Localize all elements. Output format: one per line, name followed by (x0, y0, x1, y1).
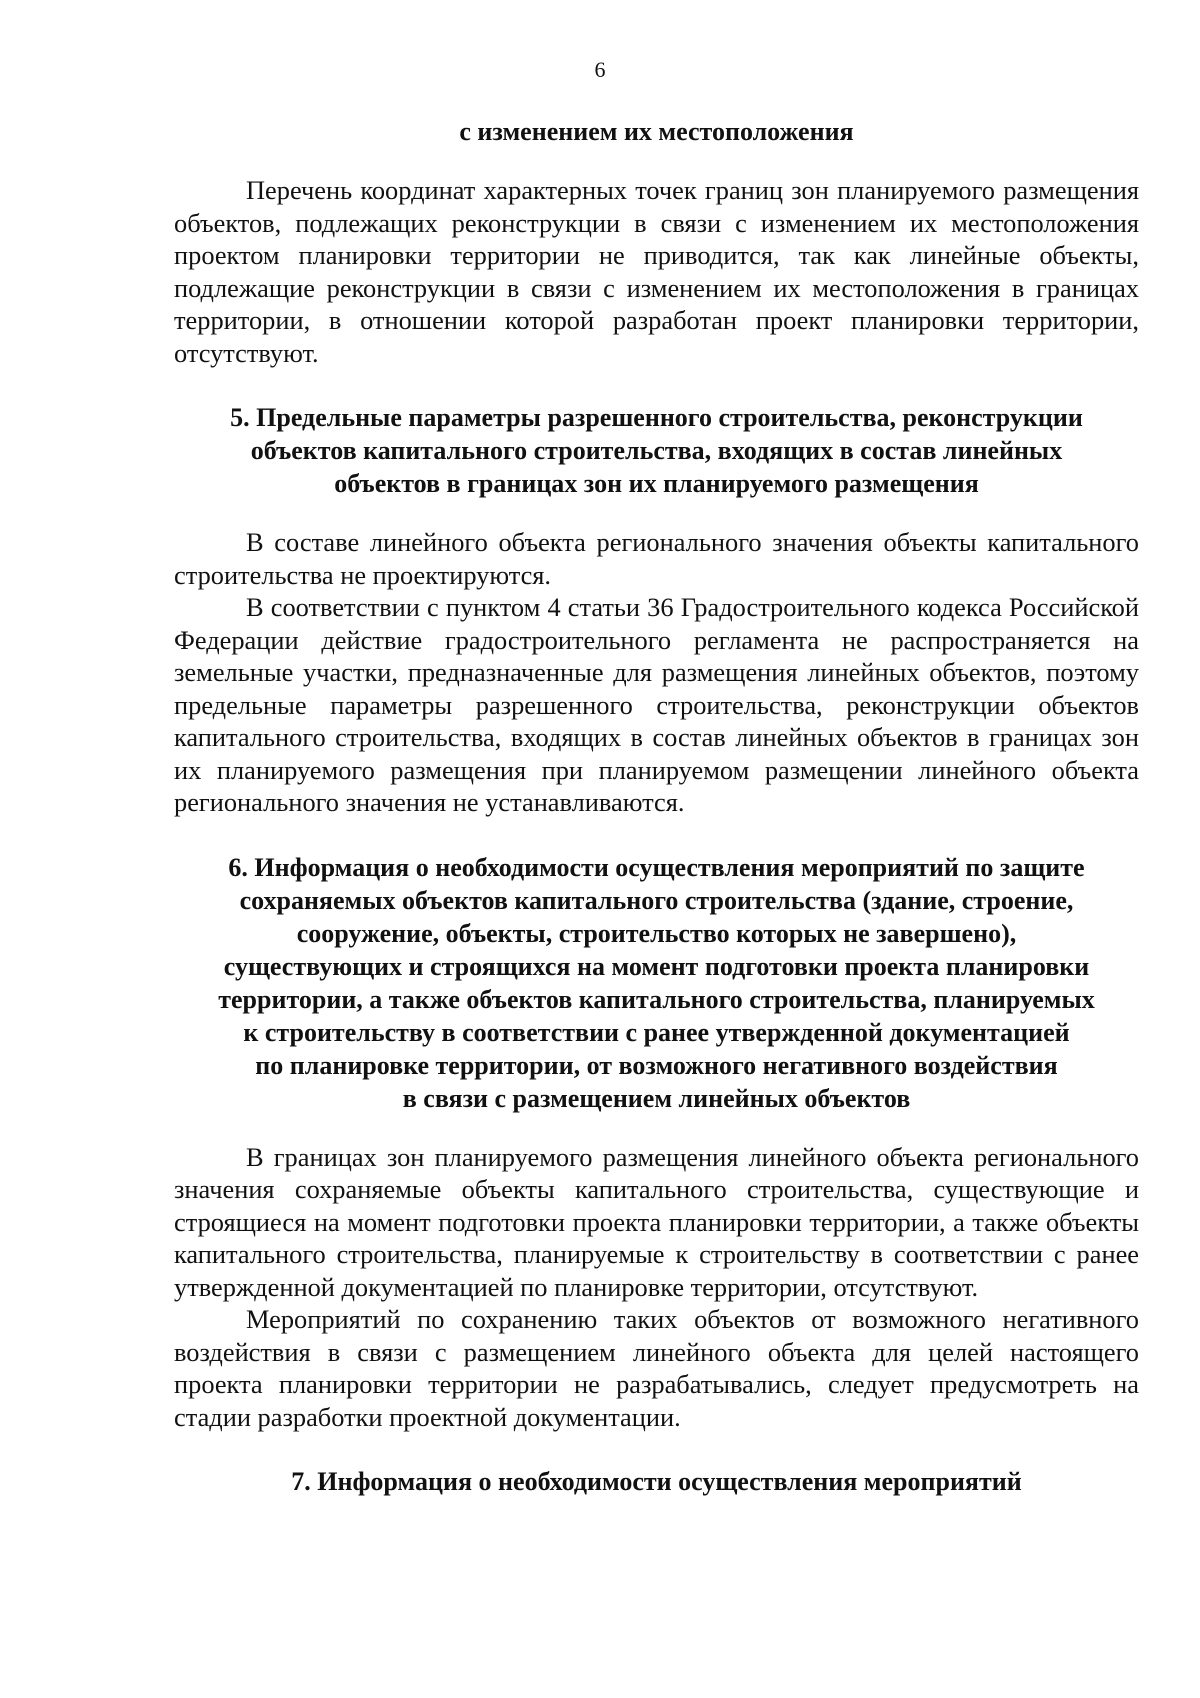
paragraph: В составе линейного объекта регионального значения объекты капитального строительства не проектируются. (174, 527, 1139, 590)
heading-line: по планировке территории, от возможного негативного воздействия (255, 1050, 1058, 1080)
heading-line: территории, а также объектов капитального строительства, планируемых (218, 984, 1095, 1014)
paragraph: Мероприятий по сохранению таких объектов от возможного негативного воздействия в связи с размещением линейного объекта для целей настоящего проекта планировки территории не разрабатывались, следует предусмотреть на стадии разработки проектной документации. (174, 1304, 1139, 1432)
section-5 (174, 401, 1139, 819)
document-body (174, 115, 1139, 1498)
heading-line: 6. Информация о необходимости осуществления мероприятий по защите (228, 852, 1085, 882)
section-4-tail (174, 115, 1139, 369)
paragraph: Перечень координат характерных точек границ зон планируемого размещения объектов, подлежащих реконструкции в связи с изменением их местоположения проектом планировки территории не приводится, так как линейные объекты, подлежащие реконструкции в связи с изменением их местоположения в границах территории, в отношении которой разработан проект планировки территории, отсутствуют. (174, 175, 1139, 368)
paragraph: В границах зон планируемого размещения линейного объекта регионального значения сохраняемые объекты капитального строительства, существующие и строящиеся на момент подготовки проекта планировки территории, а также объекты капитального строительства, планируемые к строительству в соответствии с ранее утвержденной документацией по планировке территории, отсутствуют. (174, 1141, 1139, 1302)
heading-line: 5. Предельные параметры разрешенного строительства, реконструкции (230, 403, 1083, 432)
heading-line: к строительству в соответствии с ранее утвержденной документацией (243, 1017, 1070, 1047)
heading-line: 7. Информация о необходимости осуществления мероприятий (291, 1467, 1022, 1496)
section-heading (174, 851, 1139, 1115)
page-number: 6 (594, 57, 606, 82)
section-heading (174, 1465, 1139, 1498)
section-heading (174, 115, 1139, 148)
heading-line: в связи с размещением линейных объектов (402, 1083, 911, 1113)
heading-line: существующих и строящихся на момент подготовки проекта планировки (223, 951, 1090, 981)
heading-line: объектов капитального строительства, входящих в состав линейных (250, 436, 1063, 465)
section-heading (174, 401, 1139, 500)
heading-line: с изменением их местоположения (459, 117, 854, 146)
heading-line: сохраняемых объектов капитального строительства (здание, строение, (239, 885, 1074, 915)
section-6 (174, 851, 1139, 1434)
section-7 (174, 1465, 1139, 1498)
paragraph: В соответствии с пунктом 4 статьи 36 Градостроительного кодекса Российской Федерации действие градостроительного регламента не распространяется на земельные участки, предназначенные для размещения линейных объектов, поэтому предельные параметры разрешенного строительства, реконструкции объектов капитального строительства, входящих в состав линейных объектов в границах зон их планируемого размещения при планируемом размещении линейного объекта регионального значения не устанавливаются. (174, 592, 1139, 817)
heading-line: сооружение, объекты, строительство которых не завершено), (296, 918, 1017, 948)
heading-line: объектов в границах зон их планируемого размещения (334, 469, 979, 498)
